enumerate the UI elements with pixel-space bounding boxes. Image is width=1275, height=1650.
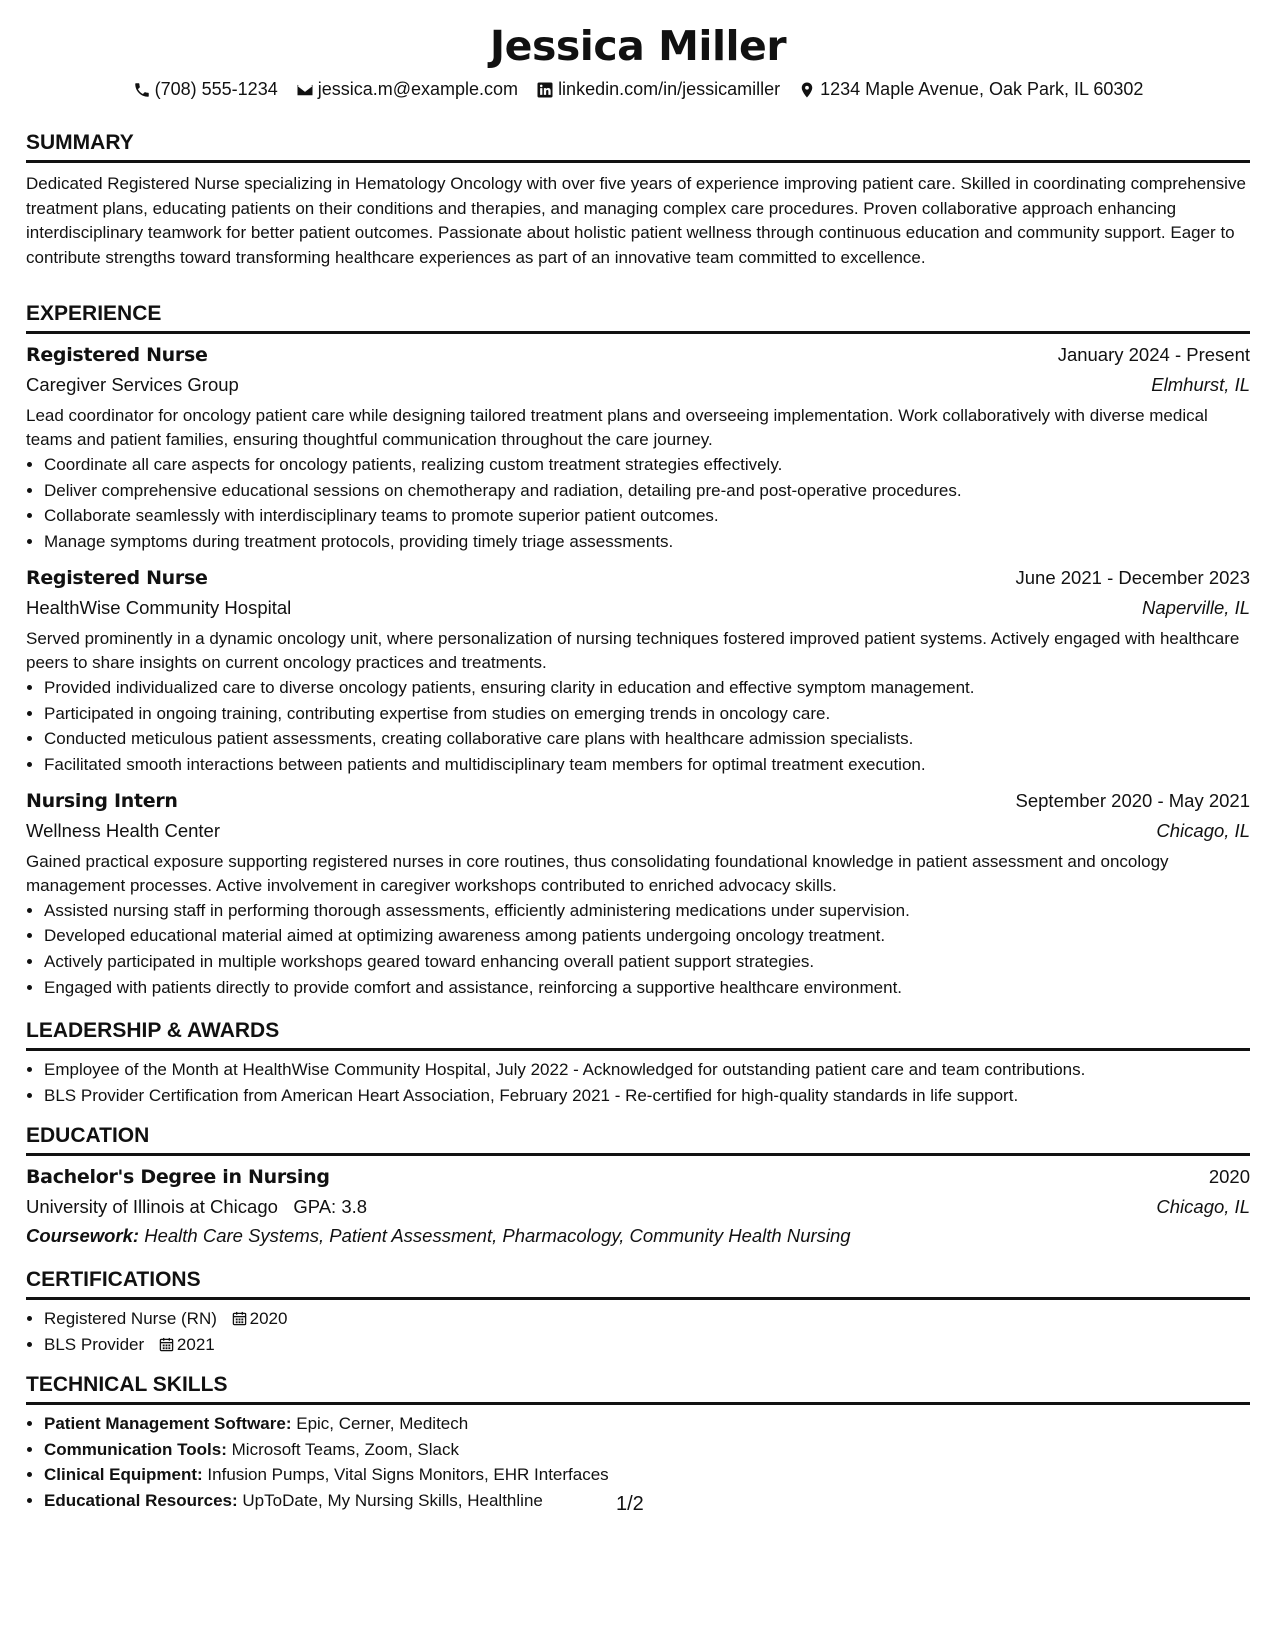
contact-phone[interactable] — [133, 79, 278, 100]
map-pin-icon — [798, 81, 816, 99]
list-item: • Manage symptoms during treatment protocols, providing timely triage assessments. — [44, 529, 1250, 555]
coursework — [26, 1222, 1250, 1250]
job-location: Elmhurst, IL — [1151, 374, 1250, 395]
job-title: Nursing Intern — [26, 789, 178, 812]
award-list — [26, 1057, 1250, 1108]
linkedin-icon — [536, 81, 554, 99]
job-entry — [26, 340, 1250, 555]
address-text: 1234 Maple Avenue, Oak Park, IL 60302 — [820, 79, 1144, 99]
coursework-list: Health Care Systems, Patient Assessment, Pharmacology, Community Health Nursing — [144, 1225, 851, 1246]
cert-year: 2021 — [176, 1334, 215, 1354]
section-title: SUMMARY — [26, 130, 1250, 163]
contact-linkedin[interactable] — [536, 79, 780, 100]
job-description: Lead coordinator for oncology patient care while designing tailored treatment plans and overseeing implementation. Work collaboratively with diverse medical teams and patient families, ensuring thoughtful communication throughout the care journey. — [26, 406, 1208, 449]
list-item — [44, 1306, 1250, 1332]
summary-section — [26, 130, 1250, 270]
cert-name: BLS Provider — [44, 1334, 145, 1354]
skill-value: UpToDate, My Nursing Skills, Healthline — [242, 1491, 543, 1511]
section-title: EDUCATION — [26, 1123, 1250, 1156]
list-item — [44, 1437, 1250, 1463]
section-title: LEADERSHIP & AWARDS — [26, 1018, 1250, 1051]
degree: Bachelor's Degree in Nursing — [26, 1166, 330, 1188]
candidate-name: Jessica Miller — [489, 22, 787, 70]
list-item: • Conducted meticulous patient assessments, creating collaborative care plans with healthcare admission specialists. — [44, 726, 1250, 752]
linkedin-text: linkedin.com/in/jessicamiller — [558, 79, 781, 99]
education-section — [26, 1123, 1250, 1250]
job-org: HealthWise Community Hospital — [26, 596, 292, 618]
job-bullets — [26, 452, 1250, 555]
experience-section — [26, 301, 1250, 1000]
skill-label: Patient Management Software: — [44, 1414, 292, 1433]
job-dates: January 2024 - Present — [1057, 344, 1250, 365]
calendar-icon — [232, 1311, 247, 1326]
skill-label: Educational Resources: — [44, 1491, 238, 1511]
coursework-label: Coursework: — [26, 1225, 140, 1246]
job-entry — [26, 563, 1250, 778]
list-item: • Deliver comprehensive educational sessions on chemotherapy and radiation, detailing pre-and post-operative procedures. — [44, 478, 1250, 504]
job-org: Caregiver Services Group — [26, 374, 239, 395]
job-dates: June 2021 - December 2023 — [1015, 566, 1250, 588]
summary-text: Dedicated Registered Nurse specializing in Hematology Oncology with over five years of experience improving patient care. Skilled in coordinating comprehensive treatment plans, educating patients on their conditions and therapies, and managing complex care procedures. Proven collaborative approach enhancing interdisciplinary teamwork for better patient outcomes. Passionate about holistic patient wellness through continuous education and community support. Eager to contribute strengths toward transforming healthcare experiences as part of an innovative team committed to excellence. — [26, 174, 1246, 267]
email-text: jessica.m@example.com — [317, 79, 519, 99]
section-title: EXPERIENCE — [26, 301, 1250, 334]
job-dates: September 2020 - May 2021 — [1015, 789, 1250, 811]
school-line — [26, 1192, 367, 1222]
resume-page — [26, 0, 1250, 1650]
list-item: • Developed educational material aimed at optimizing awareness among patients undergoing oncology treatment. — [44, 923, 1250, 949]
school-location: Chicago, IL — [1156, 1196, 1250, 1217]
skill-value: Microsoft Teams, Zoom, Slack — [231, 1439, 459, 1459]
cert-name: Registered Nurse (RN) — [44, 1309, 217, 1328]
list-item — [44, 1462, 1250, 1488]
contact-bar — [26, 79, 1250, 100]
cert-list — [26, 1306, 1250, 1357]
list-item: • Participated in ongoing training, contributing expertise from studies on emerging trends in oncology care. — [44, 701, 1250, 727]
list-item — [44, 1411, 1250, 1437]
job-bullets — [26, 898, 1250, 1001]
job-location: Chicago, IL — [1156, 819, 1250, 841]
skill-label: Clinical Equipment: — [44, 1465, 203, 1485]
list-item: • BLS Provider Certification from American Heart Association, February 2021 - Re-certified for high-quality standards in life support. — [44, 1083, 1250, 1109]
job-location: Naperville, IL — [1142, 596, 1250, 618]
list-item: • Facilitated smooth interactions between patients and multidisciplinary team members for optimal treatment execution. — [44, 752, 1250, 778]
list-item: • Provided individualized care to diverse oncology patients, ensuring clarity in education and effective symptom management. — [44, 675, 1250, 701]
gpa: GPA: 3.8 — [293, 1196, 368, 1217]
list-item: • Employee of the Month at HealthWise Community Hospital, July 2022 - Acknowledged for outstanding patient care and team contributions. — [44, 1057, 1250, 1083]
list-item — [44, 1488, 1250, 1514]
phone-icon — [133, 81, 151, 99]
calendar-icon — [159, 1337, 174, 1352]
job-org: Wellness Health Center — [26, 819, 220, 841]
leadership-section — [26, 1018, 1250, 1108]
job-entry — [26, 786, 1250, 1001]
contact-address — [798, 79, 1143, 100]
section-title: TECHNICAL SKILLS — [26, 1372, 1250, 1405]
skill-value: Epic, Cerner, Meditech — [296, 1414, 469, 1433]
job-title: Registered Nurse — [26, 566, 208, 589]
graduation-year: 2020 — [1208, 1166, 1250, 1187]
contact-email[interactable] — [296, 79, 518, 100]
list-item — [44, 1332, 1250, 1358]
phone-text: (708) 555-1234 — [154, 79, 278, 99]
section-title: CERTIFICATIONS — [26, 1267, 1250, 1300]
list-item: • Engaged with patients directly to provide comfort and assistance, reinforcing a supportive healthcare environment. — [44, 975, 1250, 1001]
envelope-icon — [296, 81, 314, 99]
list-item: • Coordinate all care aspects for oncology patients, realizing custom treatment strategies effectively. — [44, 452, 1250, 478]
job-title: Registered Nurse — [26, 344, 208, 366]
certifications-section — [26, 1267, 1250, 1357]
skill-label: Communication Tools: — [44, 1439, 227, 1459]
page-number: 1/2 — [616, 1493, 644, 1515]
job-bullets — [26, 675, 1250, 778]
list-item: • Actively participated in multiple workshops geared toward enhancing overall patient support strategies. — [44, 949, 1250, 975]
job-description: Gained practical exposure supporting registered nurses in core routines, thus consolidating foundational knowledge in patient assessment and oncology management processes. Active involvement in caregiver workshops contributed to enriched advocacy skills. — [26, 851, 1169, 895]
list-item: • Collaborate seamlessly with interdisciplinary teams to promote superior patient outcomes. — [44, 503, 1250, 529]
skill-value: Infusion Pumps, Vital Signs Monitors, EHR Interfaces — [207, 1465, 609, 1485]
list-item: • Assisted nursing staff in performing thorough assessments, efficiently administering medications under supervision. — [44, 898, 1250, 924]
school-name: University of Illinois at Chicago — [26, 1196, 278, 1217]
job-description: Served prominently in a dynamic oncology unit, where personalization of nursing techniques fostered improved patient systems. Actively engaged with healthcare peers to share insights on current oncology practices and treatments. — [26, 628, 1240, 672]
cert-year: 2020 — [249, 1309, 288, 1328]
